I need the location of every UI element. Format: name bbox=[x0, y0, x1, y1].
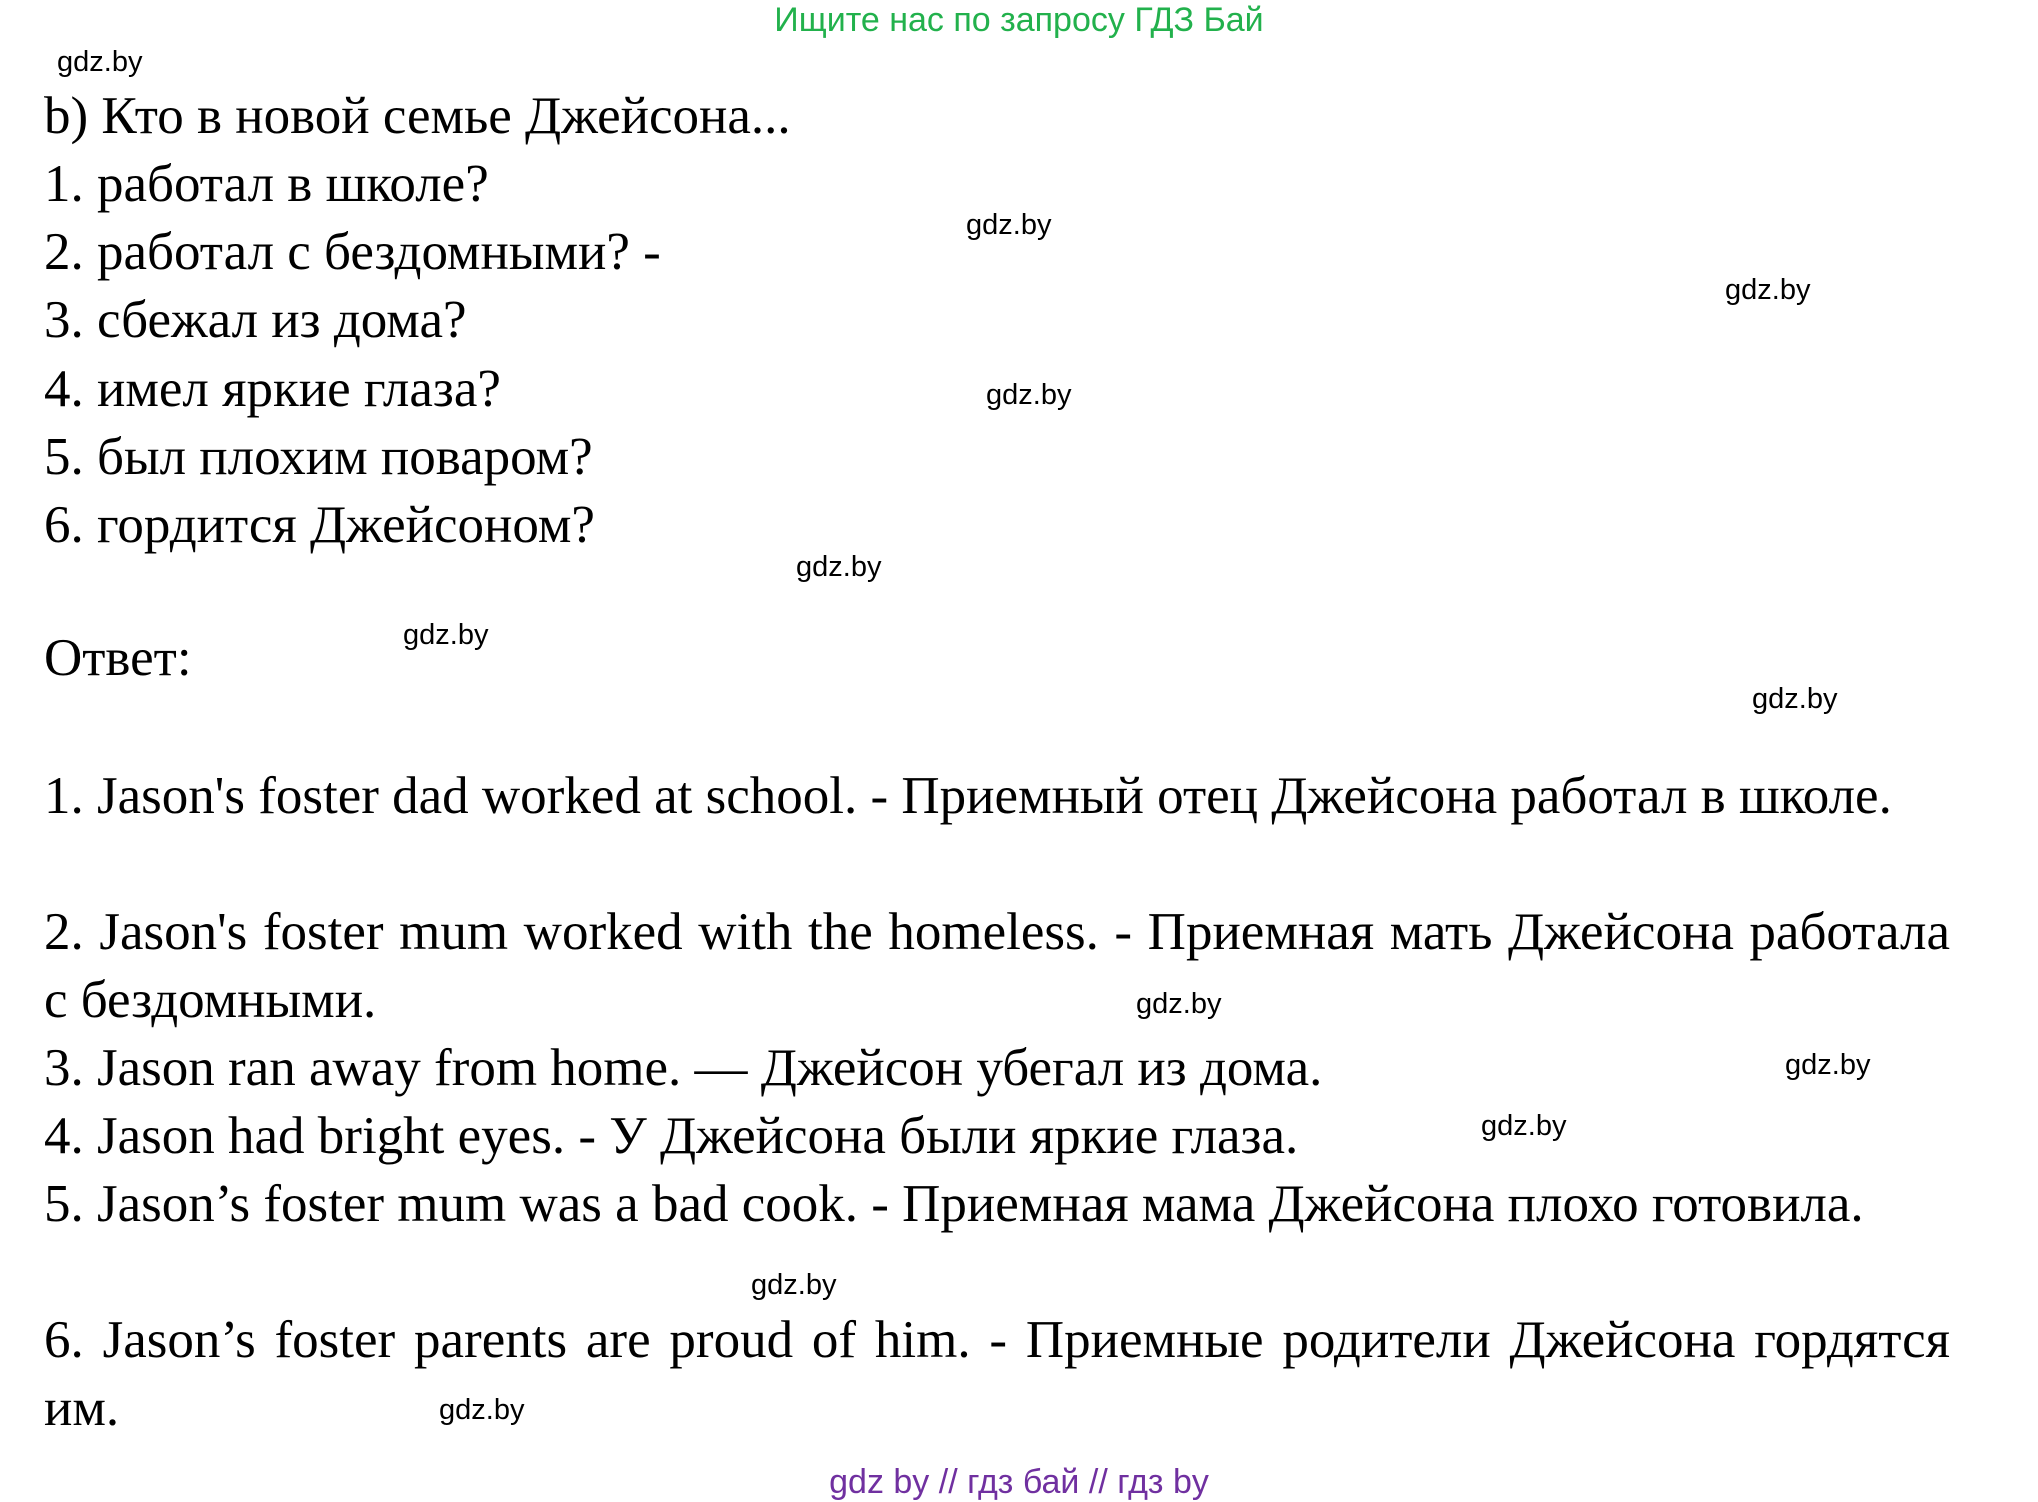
question-item: 1. работал в школе? bbox=[44, 155, 489, 213]
watermark: gdz.by bbox=[986, 379, 1072, 411]
footer-links: gdz by // гдз бай // гдз by bbox=[829, 1463, 1209, 1501]
answer-item: 1. Jason's foster dad worked at school. - Приемный отец Джейсона работал в школе. bbox=[44, 767, 1892, 825]
answer-item: 4. Jason had bright eyes. - У Джейсона были яркие глаза. bbox=[44, 1107, 1299, 1165]
question-heading: b) Кто в новой семье Джейсона... bbox=[44, 87, 791, 145]
watermark: gdz.by bbox=[796, 551, 882, 583]
top-banner: Ищите нас по запросу ГДЗ Бай bbox=[774, 1, 1264, 39]
watermark: gdz.by bbox=[751, 1269, 837, 1301]
question-item: 3. сбежал из дома? bbox=[44, 291, 467, 349]
answer-label: Ответ: bbox=[44, 629, 192, 687]
watermark: gdz.by bbox=[1725, 274, 1811, 306]
watermark: gdz.by bbox=[439, 1394, 525, 1426]
watermark: gdz.by bbox=[1136, 988, 1222, 1020]
question-item: 2. работал с бездомными? - bbox=[44, 223, 661, 281]
question-item: 4. имел яркие глаза? bbox=[44, 360, 501, 418]
watermark: gdz.by bbox=[1752, 683, 1838, 715]
watermark: gdz.by bbox=[1785, 1049, 1871, 1081]
answer-item: 2. Jason's foster mum worked with the homeless. - Приемная мать Джейсона работала с бездомными. bbox=[44, 903, 1950, 1029]
answer-item: 5. Jason’s foster mum was a bad cook. - Приемная мама Джейсона плохо готовила. bbox=[44, 1175, 1864, 1233]
answer-item: 6. Jason’s foster parents are proud of him. - Приемные родители Джейсона гордятся им. bbox=[44, 1311, 1950, 1437]
answer-item: 3. Jason ran away from home. — Джейсон убегал из дома. bbox=[44, 1039, 1323, 1097]
watermark: gdz.by bbox=[57, 46, 143, 78]
watermark: gdz.by bbox=[966, 209, 1052, 241]
question-item: 5. был плохим поваром? bbox=[44, 428, 593, 486]
watermark: gdz.by bbox=[403, 619, 489, 651]
watermark: gdz.by bbox=[1481, 1110, 1567, 1142]
question-item: 6. гордится Джейсоном? bbox=[44, 496, 595, 554]
